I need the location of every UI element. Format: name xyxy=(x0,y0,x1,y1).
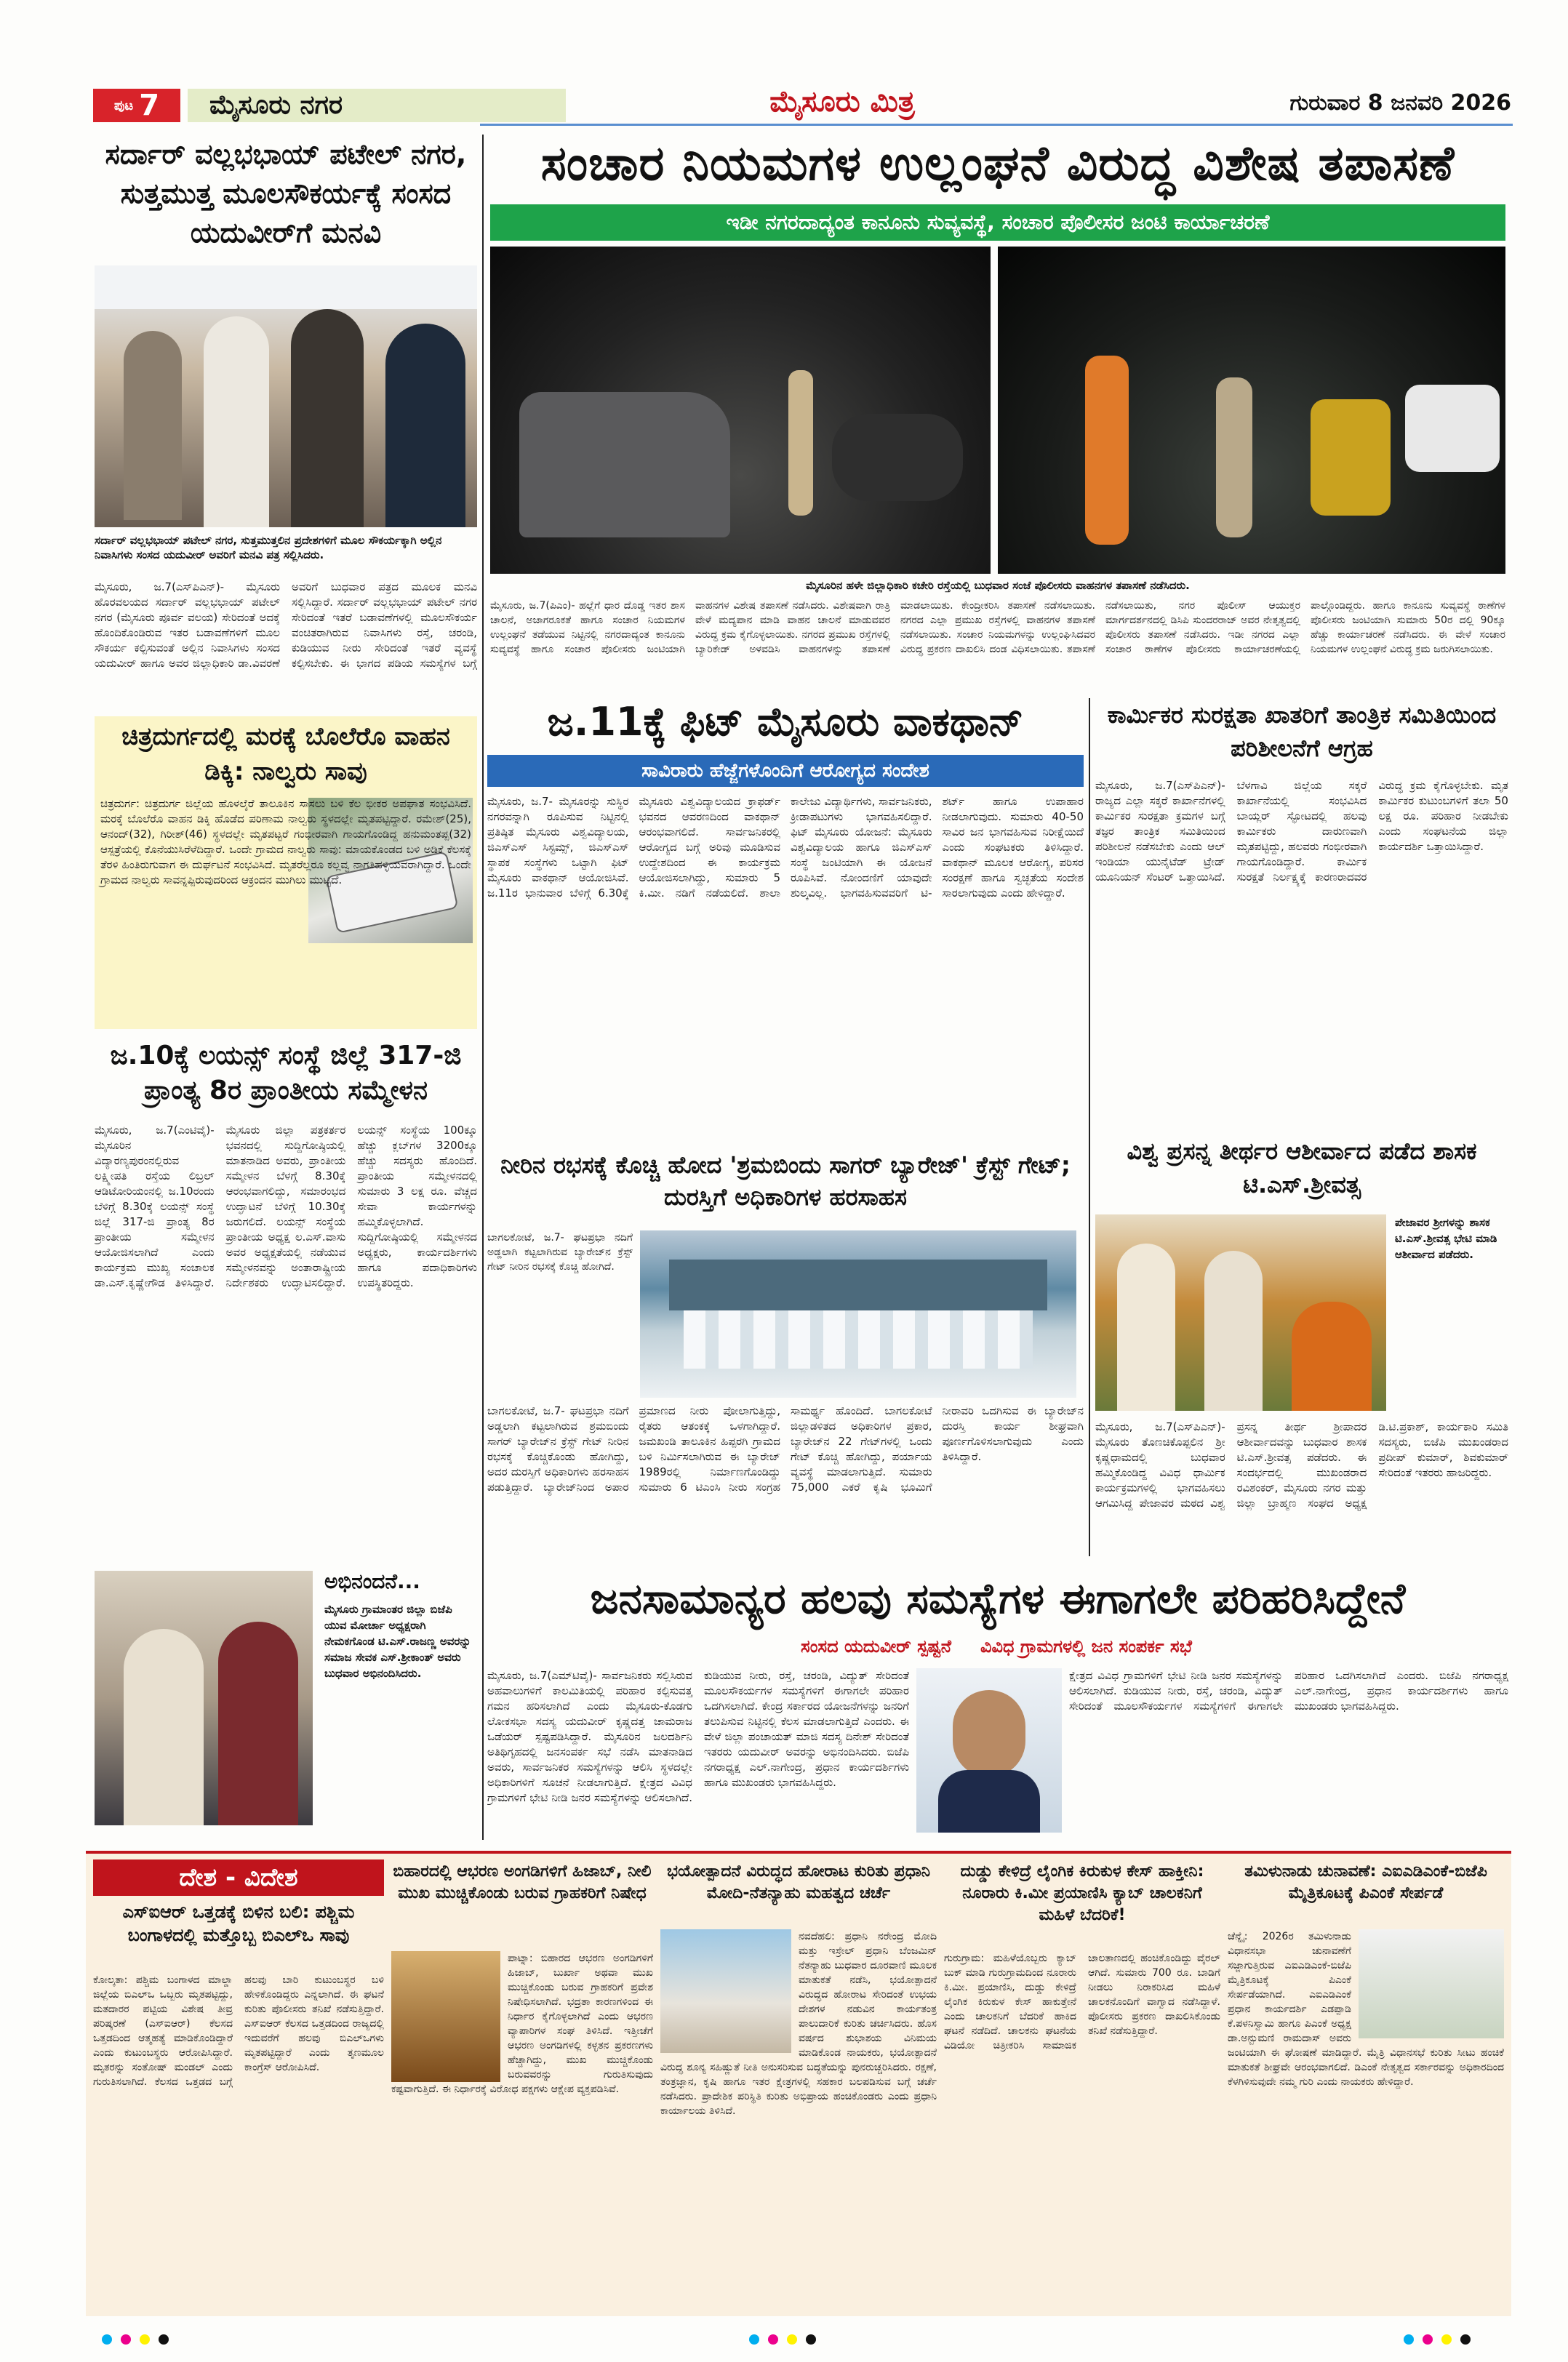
mp-story xyxy=(487,1571,1508,1840)
reg-mark-cyan-3 xyxy=(1404,2334,1414,2345)
dam-body-left: ಬಾಗಲಕೋಟೆ, ಜ.7- ಘಟಪ್ರಭಾ ನದಿಗೆ ಅಡ್ಡಲಾಗಿ ಕಟ್ಟಲಾಗಿರುವ ಬ್ಯಾರೇಜ್‌ನ ಕ್ರೆಸ್ಟ್ ಗೇಟ್ ನೀರಿನ ರಭಸಕ್ಕೆ ಕೊಚ್ಚಿ ಹೋಗಿದೆ. xyxy=(487,1232,633,1273)
left-top-photo xyxy=(95,265,477,527)
reg-mark-magenta xyxy=(121,2334,131,2345)
swamiji-body: ಮೈಸೂರು, ಜ.7(ಎಸ್‌ಪಿಎನ್)- ಮೈಸೂರು ತೊಣಚಿಕೊಪ್ಪಲಿನ ಶ್ರೀ ಕೃಷ್ಣಧಾಮದಲ್ಲಿ ಬುಧವಾರ ಹಮ್ಮಿಕೊಂಡಿದ್ದ ವಿವಿಧ ಧಾರ್ಮಿಕ ಕಾರ್ಯಕ್ರಮಗಳಲ್ಲಿ ಭಾಗವಹಿಸಲು ಆಗಮಿಸಿದ್ದ ಪೇಜಾವರ ಮಠದ ವಿಶ್ವ ಪ್ರಸನ್ನ ತೀರ್ಥ ಶ್ರೀಪಾದರ ಆಶೀರ್ವಾದವನ್ನು ಬುಧವಾರ ಶಾಸಕ ಟಿ.ಎಸ್.ಶ್ರೀವತ್ಸ ಪಡೆದರು. ಈ ಸಂದರ್ಭದಲ್ಲಿ ಮುಖಂಡರಾದ ರವಿಶಂಕರ್, ಮೈಸೂರು ನಗರ ಮತ್ತು ಜಿಲ್ಲಾ ಬ್ರಾಹ್ಮಣ ಸಂಘದ ಅಧ್ಯಕ್ಷ ಡಿ.ಟಿ.ಪ್ರಕಾಶ್, ಕಾರ್ಯಕಾರಿ ಸಮಿತಿ ಸದಸ್ಯರು, ಬಿಜೆಪಿ ಮುಖಂಡರಾದ ಪ್ರದೀಪ್ ಕುಮಾರ್, ಶಿವಕುಮಾರ್ ಸೇರಿದಂತೆ ಇತರರು ಹಾಜರಿದ್ದರು. xyxy=(1095,1420,1508,1510)
dam-headline: ನೀರಿನ ರಭಸಕ್ಕೆ ಕೊಚ್ಚಿ ಹೋದ 'ಶ್ರಮಬಿಂದು ಸಾಗರ್ ಬ್ಯಾರೇಜ್' ಕ್ರೆಸ್ಟ್ ಗೇಟ್; ದುರಸ್ತಿಗೆ ಅಧಿಕಾರಿಗಳ ಹರಸಾಹಸ xyxy=(500,1151,1071,1211)
mp-body-right: ಕ್ಷೇತ್ರದ ವಿವಿಧ ಗ್ರಾಮಗಳಿಗೆ ಭೇಟಿ ನೀಡಿ ಜನರ ಸಮಸ್ಯೆಗಳನ್ನು ಆಲಿಸಲಾಗಿದೆ. ಕುಡಿಯುವ ನೀರು, ರಸ್ತೆ, ಚರಂಡಿ, ವಿದ್ಯುತ್ ಸೇರಿದಂತೆ ಮೂಲಸೌಕರ್ಯಗಳ ಸಮಸ್ಯೆಗಳಿಗೆ ಈಗಾಗಲೇ ಪರಿಹಾರ ಒದಗಿಸಲಾಗಿದೆ ಎಂದರು. ಬಿಜೆಪಿ ನಗರಾಧ್ಯಕ್ಷ ಎಲ್.ನಾಗೇಂದ್ರ, ಪ್ರಧಾನ ಕಾರ್ಯದರ್ಶಿಗಳು ಹಾಗೂ ಮುಖಂಡರು ಭಾಗವಹಿಸಿದ್ದರು. xyxy=(1069,1669,1508,1713)
bottom-story-1 xyxy=(93,1900,384,2315)
workers-headline: ಕಾರ್ಮಿಕರ ಸುರಕ್ಷತಾ ಖಾತರಿಗೆ ತಾಂತ್ರಿಕ ಸಮಿತಿಯಿಂದ ಪರಿಶೀಲನೆಗೆ ಆಗ್ರಹ xyxy=(1107,701,1497,762)
lead-body: ಮೈಸೂರು, ಜ.7(ಪಿಎಂ)- ಹಲ್ಲೆಗೆ ಧಾರ ದೊಡ್ಡ ಇತರ ಶಾಸ ಚಾಲನೆ, ಅಜಾಗರೂಕತೆ ಹಾಗೂ ಸಂಚಾರ ನಿಯಮಗಳ ಉಲ್ಲಂಘನೆ ತಡೆಯುವ ನಿಟ್ಟಿನಲ್ಲಿ ನಗರದಾದ್ಯಂತ ಕಾನೂನು ಸುವ್ಯವಸ್ಥೆ ಹಾಗೂ ಸಂಚಾರ ಪೊಲೀಸರು ಜಂಟಿಯಾಗಿ ವಾಹನಗಳ ವಿಶೇಷ ತಪಾಸಣೆ ನಡೆಸಿದರು. ವಿಶೇಷವಾಗಿ ರಾತ್ರಿ ವೇಳೆ ಮದ್ಯಪಾನ ಮಾಡಿ ವಾಹನ ಚಾಲನೆ ಮಾಡುವವರ ವಿರುದ್ಧ ಕ್ರಮ ಕೈಗೊಳ್ಳಲಾಯಿತು. ನಗರದ ಪ್ರಮುಖ ರಸ್ತೆಗಳಲ್ಲಿ ಬ್ಯಾರಿಕೇಡ್ ಅಳವಡಿಸಿ ವಾಹನಗಳನ್ನು ತಪಾಸಣೆ ಮಾಡಲಾಯಿತು. ಕೇಂದ್ರೀಕರಿಸಿ ತಪಾಸಣೆ ನಡೆಸಲಾಯಿತು. ನಗರದ ಎಲ್ಲಾ ಪ್ರಮುಖ ರಸ್ತೆಗಳಲ್ಲಿ ವಾಹನಗಳ ತಪಾಸಣೆ ನಡೆಸಲಾಯಿತು. ಸಂಚಾರ ನಿಯಮಗಳನ್ನು ಉಲ್ಲಂಘಿಸಿದವರ ವಿರುದ್ಧ ಪ್ರಕರಣ ದಾಖಲಿಸಿ ದಂಡ ವಿಧಿಸಲಾಯಿತು. ತಪಾಸಣೆ ನಡೆಸಲಾಯಿತು, ನಗರ ಪೊಲೀಸ್ ಆಯುಕ್ತರ ಮಾರ್ಗದರ್ಶನದಲ್ಲಿ ಡಿಸಿಪಿ ಸುಂದರರಾಜ್ ಅವರ ನೇತೃತ್ವದಲ್ಲಿ ಪೊಲೀಸರು ತಪಾಸಣೆ ನಡೆಸಿದರು. ಇಡೀ ನಗರದ ಎಲ್ಲಾ ಸಂಚಾರ ಠಾಣೆಗಳ ಪೊಲೀಸರು ಕಾರ್ಯಾಚರಣೆಯಲ್ಲಿ ಪಾಲ್ಗೊಂಡಿದ್ದರು. ಹಾಗೂ ಕಾನೂನು ಸುವ್ಯವಸ್ಥೆ ಠಾಣೆಗಳ ಪೊಲೀಸರು ಜಂಟಿಯಾಗಿ ಸುಮಾರು 50ರ ದಲ್ಲಿ 90ಕ್ಕೂ ಹೆಚ್ಚು ಕಾರ್ಯಾಚರಣೆ ನಡೆಸಿದರು. ಈ ವೇಳೆ ಸಂಚಾರ ನಿಯಮಗಳ ಉಲ್ಲಂಘನೆ ವಿರುದ್ಧ ಕ್ರಮ ಜರುಗಿಸಲಾಯಿತು. xyxy=(490,600,1505,655)
page-label-text: ಪುಟ xyxy=(113,97,134,113)
walkathon-story xyxy=(487,698,1084,1134)
issue-date: ಗುರುವಾರ 8 ಜನವರಿ 2026 xyxy=(1289,90,1511,116)
felicitation-caption: ಮೈಸೂರು ಗ್ರಾಮಾಂತರ ಜಿಲ್ಲಾ ಬಿಜೆಪಿ ಯುವ ಮೋರ್ಚಾ ಅಧ್ಯಕ್ಷರಾಗಿ ನೇಮಕಗೊಂಡ ಟಿ.ಎಸ್.ರಾಜಣ್ಣ ಅವರನ್ನು ಸಮಾಜ ಸೇವಕ ಎಸ್.ಶ್ರೀಕಾಂತ್ ಅವರು ಬುಧವಾರ ಅಭಿನಂದಿಸಿದರು. xyxy=(324,1603,471,1680)
lead-caption: ಮೈಸೂರಿನ ಹಳೇ ಜಿಲ್ಲಾಧಿಕಾರಿ ಕಚೇರಿ ರಸ್ತೆಯಲ್ಲಿ ಬುಧವಾರ ಸಂಜೆ ಪೊಲೀಸರು ವಾಹನಗಳ ತಪಾಸಣೆ ನಡೆಸಿದರು. xyxy=(806,579,1190,592)
chitradurga-headline: ಚಿತ್ರದುರ್ಗದಲ್ಲಿ ಮರಕ್ಕೆ ಬೊಲೆರೊ ವಾಹನ ಡಿಕ್ಕಿ: ನಾಲ್ವರು ಸಾವು xyxy=(121,722,450,786)
reg-mark-black xyxy=(159,2334,169,2345)
walkathon-subhead: ಸಾವಿರಾರು ಹೆಜ್ಜೆಗಳೊಂದಿಗೆ ಆರೋಗ್ಯದ ಸಂದೇಶ xyxy=(641,759,929,782)
felicitation-photo xyxy=(95,1571,313,1825)
left-top-body: ಮೈಸೂರು, ಜ.7(ಎಸ್‌ಪಿಎನ್)- ಮೈಸೂರು ಹೊರವಲಯದ ಸರ್ದಾರ್ ವಲ್ಲಭಭಾಯ್ ಪಟೇಲ್ ನಗರ (ಮೈಸೂರು ಪೂರ್ವ ವಲಯ) ಸೇರಿದಂತೆ ಅದಕ್ಕೆ ಹೊಂದಿಕೊಂಡಿರುವ ಇತರ ಬಡಾವಣೆಗಳಿಗೆ ಮೂಲ ಸೌಕರ್ಯ ಕಲ್ಪಿಸುವಂತೆ ಅಲ್ಲಿನ ನಿವಾಸಿಗಳು ಸಂಸದ ಯದುವೀರ್ ಹಾಗೂ ಅವರ ಜಿಲ್ಲಾಧಿಕಾರಿ ಡಾ.ವಿವರಣೆ ಅವರಿಗೆ ಬುಧವಾರ ಪತ್ರದ ಮೂಲಕ ಮನವಿ ಸಲ್ಲಿಸಿದ್ದಾರೆ. ಸರ್ದಾರ್ ವಲ್ಲಭಭಾಯ್ ಪಟೇಲ್ ನಗರ ಸೇರಿದಂತೆ ಇತರೆ ಬಡಾವಣೆಗಳಲ್ಲಿ ಮೂಲಸೌಕರ್ಯ ವಂಚಿತರಾಗಿರುವ ನಿವಾಸಿಗಳು ರಸ್ತೆ, ಚರಂಡಿ, ಕುಡಿಯುವ ನೀರು ಸೇರಿದಂತೆ ಇತರೆ ವ್ಯವಸ್ಥೆ ಕಲ್ಪಿಸಬೇಕು. ಈ ಭಾಗದ ಪಡಿಯ ಸಮಸ್ಯೆಗಳ ಬಗ್ಗೆ xyxy=(95,580,477,670)
bottom-story-5-headline: ತಮಿಳುನಾಡು ಚುನಾವಣೆ: ಎಐಎಡಿಎಂಕೆ-ಬಿಜೆಪಿ ಮೈತ್ರಿಕೂಟಕ್ಕೆ ಪಿಎಂಕೆ ಸೇರ್ಪಡೆ xyxy=(1244,1862,1487,1902)
bottom-story-3-photo xyxy=(660,1929,791,2053)
reg-mark-magenta-2 xyxy=(768,2334,778,2345)
dam-story xyxy=(487,1149,1084,1556)
bottom-section xyxy=(86,1851,1511,2316)
section-banner xyxy=(93,1859,384,1896)
walkathon-subhead-band xyxy=(487,755,1084,787)
lions-headline: ಜ.10ಕ್ಕೆ ಲಯನ್ಸ್ ಸಂಸ್ಥೆ ಜಿಲ್ಲೆ 317-ಜಿ ಪ್ರಾಂತ್ಯ 8ರ ಪ್ರಾಂತೀಯ ಸಮ್ಮೇಳನ xyxy=(110,1041,462,1105)
left-top-caption: ಸರ್ದಾರ್ ವಲ್ಲಭಭಾಯ್ ಪಟೇಲ್ ನಗರ, ಸುತ್ತಮುತ್ತಲಿನ ಪ್ರದೇಶಗಳಿಗೆ ಮೂಲ ಸೌಕರ್ಯಕ್ಕಾಗಿ ಅಲ್ಲಿನ ನಿವಾಸಿಗಳು ಸಂಸದ ಯದುವೀರ್ ಅವರಿಗೆ ಮನವಿ ಪತ್ರ ಸಲ್ಲಿಸಿದರು. xyxy=(95,534,442,561)
mp-body: ಮೈಸೂರು, ಜ.7(ಎಮ್‌ಟಿವೈ)- ಸಾರ್ವಜನಿಕರು ಸಲ್ಲಿಸಿರುವ ಅಹವಾಲುಗಳಿಗೆ ಕಾಲಮಿತಿಯಲ್ಲಿ ಪರಿಹಾರ ಕಲ್ಪಿಸುವತ್ತ ಗಮನ ಹರಿಸಲಾಗಿದೆ ಎಂದು ಮೈಸೂರು-ಕೊಡಗು ಲೋಕಸಭಾ ಸದಸ್ಯ ಯದುವೀರ್ ಕೃಷ್ಣದತ್ತ ಚಾಮರಾಜ ಒಡೆಯರ್ ಸ್ಪಷ್ಟಪಡಿಸಿದ್ದಾರೆ. ಮೈಸೂರಿನ ಜಲದರ್ಶಿನಿ ಅತಿಥಿಗೃಹದಲ್ಲಿ ಜನಸಂಪರ್ಕ ಸಭೆ ನಡೆಸಿ ಮಾತನಾಡಿದ ಅವರು, ಸಾರ್ವಜನಿಕರ ಸಮಸ್ಯೆಗಳನ್ನು ಆಲಿಸಿ ಸ್ಥಳದಲ್ಲೇ ಅಧಿಕಾರಿಗಳಿಗೆ ಸೂಚನೆ ನೀಡಲಾಗುತ್ತಿದೆ. ಕ್ಷೇತ್ರದ ವಿವಿಧ ಗ್ರಾಮಗಳಿಗೆ ಭೇಟಿ ನೀಡಿ ಜನರ ಸಮಸ್ಯೆಗಳನ್ನು ಆಲಿಸಲಾಗಿದೆ. ಕುಡಿಯುವ ನೀರು, ರಸ್ತೆ, ಚರಂಡಿ, ವಿದ್ಯುತ್ ಸೇರಿದಂತೆ ಮೂಲಸೌಕರ್ಯಗಳ ಸಮಸ್ಯೆಗಳಿಗೆ ಈಗಾಗಲೇ ಪರಿಹಾರ ಒದಗಿಸಲಾಗಿದೆ. ಕೇಂದ್ರ ಸರ್ಕಾರದ ಯೋಜನೆಗಳನ್ನು ಜನರಿಗೆ ತಲುಪಿಸುವ ನಿಟ್ಟಿನಲ್ಲಿ ಕೆಲಸ ಮಾಡಲಾಗುತ್ತಿದೆ ಎಂದರು. ಈ ವೇಳೆ ಜಿಲ್ಲಾ ಪಂಚಾಯತ್ ಮಾಜಿ ಸದಸ್ಯ ದಿನೇಶ್ ಸೇರಿದಂತೆ ಇತರರು ಯದುವೀರ್ ಅವರನ್ನು ಅಭಿನಂದಿಸಿದರು. ಬಿಜೆಪಿ ನಗರಾಧ್ಯಕ್ಷ ಎಲ್.ನಾಗೇಂದ್ರ, ಪ್ರಧಾನ ಕಾರ್ಯದರ್ಶಿಗಳು ಹಾಗೂ ಮುಖಂಡರು ಭಾಗವಹಿಸಿದ್ದರು. xyxy=(487,1669,909,1804)
page-label xyxy=(93,89,180,122)
bottom-story-4-headline: ದುಡ್ಡು ಕೇಳಿದ್ರೆ ಲೈಂಗಿಕ ಕಿರುಕುಳ ಕೇಸ್ ಹಾಕ್ತೀನಿ: ನೂರಾರು ಕಿ.ಮೀ ಪ್ರಯಾಣಿಸಿ ಕ್ಯಾಬ್ ಚಾಲಕನಿಗೆ ಮಹಿಳೆ ಬೆದರಿಕೆ! xyxy=(960,1862,1204,1924)
lions-body: ಮೈಸೂರು, ಜ.7(ಎಂಟಿವೈ)- ಮೈಸೂರಿನ ವಿದ್ಯಾರಣ್ಯಪುರಂನಲ್ಲಿರುವ ಲಕ್ಷ್ಮೀಪತಿ ರಸ್ತೆಯ ಲಿಬ್ರಲ್ ಆಡಿಟೋರಿಯಂನಲ್ಲಿ ಜ.10ರಂದು ಬೆಳಿಗ್ಗೆ 8.30ಕ್ಕೆ ಲಯನ್ಸ್ ಸಂಸ್ಥೆ ಜಿಲ್ಲೆ 317-ಜಿ ಪ್ರಾಂತ್ಯ 8ರ ಪ್ರಾಂತೀಯ ಸಮ್ಮೇಳನ ಆಯೋಜಿಸಲಾಗಿದೆ ಎಂದು ಕಾರ್ಯಕ್ರಮ ಮುಖ್ಯ ಸಂಚಾಲಕ ಡಾ.ಎಸ್.ಕೃಷ್ಣೇಗೌಡ ತಿಳಿಸಿದ್ದಾರೆ. ಮೈಸೂರು ಜಿಲ್ಲಾ ಪತ್ರಕರ್ತರ ಭವನದಲ್ಲಿ ಸುದ್ದಿಗೋಷ್ಠಿಯಲ್ಲಿ ಮಾತನಾಡಿದ ಅವರು, ಪ್ರಾಂತೀಯ ಸಮ್ಮೇಳನ ಬೆಳಗ್ಗೆ 8.30ಕ್ಕೆ ಆರಂಭವಾಗಲಿದ್ದು, ಸಮಾರಂಭದ ಉದ್ಘಾಟನೆ ಬೆಳಿಗ್ಗೆ 10.30ಕ್ಕೆ ಜರುಗಲಿದೆ. ಲಯನ್ಸ್ ಸಂಸ್ಥೆಯ ಪ್ರಾಂತೀಯ ಅಧ್ಯಕ್ಷ ಲ.ಎಸ್.ವಾಸು ಅವರ ಅಧ್ಯಕ್ಷತೆಯಲ್ಲಿ ನಡೆಯುವ ಸಮ್ಮೇಳನವನ್ನು ಅಂತಾರಾಷ್ಟ್ರೀಯ ನಿರ್ದೇಶಕರು ಉದ್ಘಾಟಿಸಲಿದ್ದಾರೆ. ಲಯನ್ಸ್ ಸಂಸ್ಥೆಯ 100ಕ್ಕೂ ಹೆಚ್ಚು ಕ್ಲಬ್‌ಗಳ 3200ಕ್ಕೂ ಹೆಚ್ಚು ಸದಸ್ಯರು ಹೊಂದಿದೆ. ಪ್ರಾಂತೀಯ ಸಮ್ಮೇಳನದಲ್ಲಿ ಸುಮಾರು 3 ಲಕ್ಷ ರೂ. ವೆಚ್ಚದ ಸೇವಾ ಕಾರ್ಯಗಳನ್ನು ಹಮ್ಮಿಕೊಳ್ಳಲಾಗಿದೆ. ಸುದ್ದಿಗೋಷ್ಠಿಯಲ್ಲಿ ಸಮ್ಮೇಳನದ ಅಧ್ಯಕ್ಷರು, ಕಾರ್ಯದರ್ಶಿಗಳು ಹಾಗೂ ಪದಾಧಿಕಾರಿಗಳು ಉಪಸ್ಥಿತರಿದ್ದರು. xyxy=(95,1124,477,1289)
bottom-story-2-photo xyxy=(391,1951,500,2082)
swamiji-caption: ಪೇಜಾವರ ಶ್ರೀಗಳನ್ನು ಶಾಸಕ ಟಿ.ಎಸ್.ಶ್ರೀವತ್ಸ ಭೇಟಿ ಮಾಡಿ ಆಶೀರ್ವಾದ ಪಡೆದರು. xyxy=(1395,1216,1497,1261)
mp-tag-1: ಸಂಸದ ಯದುವೀರ್ ಸ್ಪಷ್ಟನೆ xyxy=(801,1636,952,1657)
left-top-story xyxy=(95,135,477,680)
mp-headline: ಜನಸಾಮಾನ್ಯರ ಹಲವು ಸಮಸ್ಯೆಗಳ ಈಗಾಗಲೇ ಪರಿಹರಿಸಿದ್ದೇನೆ xyxy=(590,1574,1406,1623)
chitradurga-story xyxy=(95,716,477,1029)
masthead-rule xyxy=(480,124,1513,126)
bottom-story-1-body: ಕೋಲ್ಕತಾ: ಪಶ್ಚಿಮ ಬಂಗಾಳದ ಮಾಲ್ಡಾ ಜಿಲ್ಲೆಯ ಬಿಎಲ್‌ಒ ಒಬ್ಬರು ಮೃತಪಟ್ಟಿದ್ದು, ಮತದಾರರ ಪಟ್ಟಿಯ ವಿಶೇಷ ತೀವ್ರ ಪರಿಷ್ಕರಣೆ (ಎಸ್‌ಐಆರ್) ಕೆಲಸದ ಒತ್ತಡದಿಂದ ಆತ್ಮಹತ್ಯೆ ಮಾಡಿಕೊಂಡಿದ್ದಾರೆ ಎಂದು ಕುಟುಂಬಸ್ಥರು ಆರೋಪಿಸಿದ್ದಾರೆ. ಮೃತರನ್ನು ಸಂತೋಷ್ ಮಂಡಲ್ ಎಂದು ಗುರುತಿಸಲಾಗಿದೆ. ಕೆಲಸದ ಒತ್ತಡದ ಬಗ್ಗೆ ಹಲವು ಬಾರಿ ಕುಟುಂಬಸ್ಥರ ಬಳಿ ಹೇಳಿಕೊಂಡಿದ್ದರು ಎನ್ನಲಾಗಿದೆ. ಈ ಘಟನೆ ಕುರಿತು ಪೊಲೀಸರು ತನಿಖೆ ನಡೆಸುತ್ತಿದ್ದಾರೆ. ಎಸ್‌ಐಆರ್ ಕೆಲಸದ ಒತ್ತಡದಿಂದ ರಾಜ್ಯದಲ್ಲಿ ಇದುವರೆಗೆ ಹಲವು ಬಿಎಲ್‌ಒಗಳು ಮೃತಪಟ್ಟಿದ್ದಾರೆ ಎಂದು ತೃಣಮೂಲ ಕಾಂಗ್ರೆಸ್ ಆರೋಪಿಸಿದೆ. xyxy=(93,1974,384,2088)
bottom-story-4 xyxy=(944,1861,1220,2315)
bottom-story-3 xyxy=(660,1861,937,2315)
reg-mark-yellow-3 xyxy=(1441,2334,1452,2345)
section-name-text: ಮೈಸೂರು ನಗರ xyxy=(209,90,343,120)
swamiji-story xyxy=(1095,1134,1508,1556)
bottom-story-2-body: ಪಾಟ್ನಾ: ಬಿಹಾರದ ಆಭರಣ ಅಂಗಡಿಗಳಿಗೆ ಹಿಜಾಬ್, ಬುರ್ಖಾ ಅಥವಾ ಮುಖ ಮುಚ್ಚಿಕೊಂಡು ಬರುವ ಗ್ರಾಹಕರಿಗೆ ಪ್ರವೇಶ ನಿಷೇಧಿಸಲಾಗಿದೆ. ಭದ್ರತಾ ಕಾರಣಗಳಿಂದ ಈ ನಿರ್ಧಾರ ಕೈಗೊಳ್ಳಲಾಗಿದೆ ಎಂದು ಆಭರಣ ವ್ಯಾಪಾರಿಗಳ ಸಂಘ ತಿಳಿಸಿದೆ. ಇತ್ತೀಚೆಗೆ ಆಭರಣ ಅಂಗಡಿಗಳಲ್ಲಿ ಕಳ್ಳತನ ಪ್ರಕರಣಗಳು ಹೆಚ್ಚಾಗಿದ್ದು, ಮುಖ ಮುಚ್ಚಿಕೊಂಡು ಬರುವವರನ್ನು ಗುರುತಿಸುವುದು ಕಷ್ಟವಾಗುತ್ತಿದೆ. ಈ ನಿರ್ಧಾರಕ್ಕೆ ವಿರೋಧ ಪಕ್ಷಗಳು ಆಕ್ಷೇಪ ವ್ಯಕ್ತಪಡಿಸಿವೆ. xyxy=(391,1953,653,2095)
reg-mark-magenta-3 xyxy=(1423,2334,1433,2345)
bottom-story-5-body: ಚೆನ್ನೈ: 2026ರ ತಮಿಳುನಾಡು ವಿಧಾನಸಭಾ ಚುನಾವಣೆಗೆ ಸಜ್ಜಾಗುತ್ತಿರುವ ಎಐಎಡಿಎಂಕೆ-ಬಿಜೆಪಿ ಮೈತ್ರಿಕೂಟಕ್ಕೆ ಪಿಎಂಕೆ ಸೇರ್ಪಡೆಯಾಗಿದೆ. ಎಐಎಡಿಎಂಕೆ ಪ್ರಧಾನ ಕಾರ್ಯದರ್ಶಿ ಎಡಪ್ಪಾಡಿ ಕೆ.ಪಳನಿಸ್ವಾಮಿ ಹಾಗೂ ಪಿಎಂಕೆ ಅಧ್ಯಕ್ಷ ಡಾ.ಅನ್ಬುಮಣಿ ರಾಮದಾಸ್ ಅವರು ಜಂಟಿಯಾಗಿ ಈ ಘೋಷಣೆ ಮಾಡಿದ್ದಾರೆ. ಮೈತ್ರಿ ವಿಧಾನಸಭೆ ಕುರಿತು ಸೀಟು ಹಂಚಿಕೆ ಮಾತುಕತೆ ಶೀಘ್ರವೇ ಆರಂಭವಾಗಲಿದೆ. ಡಿಎಂಕೆ ನೇತೃತ್ವದ ಸರ್ಕಾರವನ್ನು ಅಧಿಕಾರದಿಂದ ಕೆಳಗಿಳಿಸುವುದೇ ನಮ್ಮ ಗುರಿ ಎಂದು ನಾಯಕರು ಹೇಳಿದ್ದಾರೆ. xyxy=(1228,1931,1504,2088)
reg-mark-black-2 xyxy=(806,2334,816,2345)
felicitation-title: ಅಭಿನಂದನೆ... xyxy=(324,1569,420,1593)
bottom-story-2 xyxy=(391,1861,653,2315)
page-number: 7 xyxy=(139,89,160,122)
bottom-story-4-body: ಗುರುಗ್ರಾಮ: ಮಹಿಳೆಯೊಬ್ಬರು ಕ್ಯಾಬ್ ಬುಕ್ ಮಾಡಿ ಗುರುಗ್ರಾಮದಿಂದ ನೂರಾರು ಕಿ.ಮೀ. ಪ್ರಯಾಣಿಸಿ, ದುಡ್ಡು ಕೇಳಿದ್ರೆ ಲೈಂಗಿಕ ಕಿರುಕುಳ ಕೇಸ್ ಹಾಕುತ್ತೇನೆ ಎಂದು ಚಾಲಕನಿಗೆ ಬೆದರಿಕೆ ಹಾಕಿದ ಘಟನೆ ನಡೆದಿದೆ. ಚಾಲಕನು ಘಟನೆಯ ವಿಡಿಯೋ ಚಿತ್ರೀಕರಿಸಿ ಸಾಮಾಜಿಕ ಜಾಲತಾಣದಲ್ಲಿ ಹಂಚಿಕೊಂಡಿದ್ದು ವೈರಲ್ ಆಗಿದೆ. ಸುಮಾರು 700 ರೂ. ಬಾಡಿಗೆ ನೀಡಲು ನಿರಾಕರಿಸಿದ ಮಹಿಳೆ ಚಾಲಕನೊಂದಿಗೆ ವಾಗ್ವಾದ ನಡೆಸಿದ್ದಾಳೆ. ಪೊಲೀಸರು ಪ್ರಕರಣ ದಾಖಲಿಸಿಕೊಂಡು ತನಿಖೆ ನಡೆಸುತ್ತಿದ್ದಾರೆ. xyxy=(944,1953,1220,2051)
left-top-headline: ಸರ್ದಾರ್ ವಲ್ಲಭಭಾಯ್ ಪಟೇಲ್ ನಗರ, ಸುತ್ತಮುತ್ತ ಮೂಲಸೌಕರ್ಯಕ್ಕೆ ಸಂಸದ ಯದುವೀರ್‌ಗೆ ಮನವಿ xyxy=(105,138,467,249)
lead-subhead-band xyxy=(490,204,1505,241)
bottom-story-2-headline: ಬಿಹಾರದಲ್ಲಿ ಆಭರಣ ಅಂಗಡಿಗಳಿಗೆ ಹಿಜಾಬ್, ನೀಲಿ ಮುಖ ಮುಚ್ಚಿಕೊಂಡು ಬರುವ ಗ್ರಾಹಕರಿಗೆ ನಿಷೇಧ xyxy=(393,1862,652,1902)
workers-story xyxy=(1095,698,1508,1120)
bottom-story-5 xyxy=(1228,1861,1504,2315)
reg-mark-cyan-2 xyxy=(749,2334,759,2345)
bottom-story-3-headline: ಭಯೋತ್ಪಾದನೆ ವಿರುದ್ಧದ ಹೋರಾಟ ಕುರಿತು ಪ್ರಧಾನಿ ಮೋದಿ-ನೆತನ್ಯಾಹು ಮಹತ್ವದ ಚರ್ಚೆ xyxy=(667,1862,930,1902)
felicitation-story xyxy=(95,1564,477,1833)
swamiji-photo xyxy=(1095,1214,1386,1411)
reg-mark-yellow-2 xyxy=(787,2334,797,2345)
section-name xyxy=(188,89,566,122)
paper-logo: ಮೈಸೂರು ಮಿತ್ರ xyxy=(769,84,915,119)
bottom-story-3-body: ನವದೆಹಲಿ: ಪ್ರಧಾನಿ ನರೇಂದ್ರ ಮೋದಿ ಮತ್ತು ಇಸ್ರೇಲ್ ಪ್ರಧಾನಿ ಬೆಂಜಮಿನ್ ನೆತನ್ಯಾಹು ಬುಧವಾರ ದೂರವಾಣಿ ಮೂಲಕ ಮಾತುಕತೆ ನಡೆಸಿ, ಭಯೋತ್ಪಾದನೆ ವಿರುದ್ಧದ ಹೋರಾಟ ಸೇರಿದಂತೆ ಉಭಯ ದೇಶಗಳ ನಡುವಿನ ಕಾರ್ಯತಂತ್ರ ಪಾಲುದಾರಿಕೆ ಕುರಿತು ಚರ್ಚಿಸಿದರು. ಹೊಸ ವರ್ಷದ ಶುಭಾಶಯ ವಿನಿಮಯ ಮಾಡಿಕೊಂಡ ನಾಯಕರು, ಭಯೋತ್ಪಾದನೆ ವಿರುದ್ಧ ಶೂನ್ಯ ಸಹಿಷ್ಣುತೆ ನೀತಿ ಅನುಸರಿಸುವ ಬದ್ಧತೆಯನ್ನು ಪುನರುಚ್ಚರಿಸಿದರು. ರಕ್ಷಣೆ, ತಂತ್ರಜ್ಞಾನ, ಕೃಷಿ ಹಾಗೂ ಇತರ ಕ್ಷೇತ್ರಗಳಲ್ಲಿ ಸಹಕಾರ ಬಲಪಡಿಸುವ ಬಗ್ಗೆ ಚರ್ಚೆ ನಡೆಸಿದರು. ಪ್ರಾದೇಶಿಕ ಪರಿಸ್ಥಿತಿ ಕುರಿತು ಅಭಿಪ್ರಾಯ ಹಂಚಿಕೊಂಡರು ಎಂದು ಪ್ರಧಾನಿ ಕಾರ್ಯಾಲಯ ತಿಳಿಸಿದೆ. xyxy=(660,1931,937,2117)
lead-headline: ಸಂಚಾರ ನಿಯಮಗಳ ಉಲ್ಲಂಘನೆ ವಿರುದ್ಧ ವಿಶೇಷ ತಪಾಸಣೆ xyxy=(540,135,1455,191)
mp-tags xyxy=(705,1636,1287,1661)
lead-story xyxy=(487,135,1508,673)
bottom-story-5-photo xyxy=(1359,1929,1504,2038)
masthead xyxy=(86,81,1511,125)
column-rule-2 xyxy=(1089,698,1090,1556)
section-banner-text: ದೇಶ - ವಿದೇಶ xyxy=(179,1863,298,1892)
bottom-story-1-headline: ಎಸ್‌ಐಆರ್ ಒತ್ತಡಕ್ಕೆ ಬಿಳಿನ ಬಲಿ: ಪಶ್ಚಿಮ ಬಂಗಾಳದಲ್ಲಿ ಮತ್ತೊಬ್ಬ ಬಿಎಲ್‌ಒ ಸಾವು xyxy=(122,1902,355,1945)
reg-mark-black-3 xyxy=(1460,2334,1471,2345)
mp-photo xyxy=(916,1668,1062,1833)
column-rule-1 xyxy=(482,135,484,1840)
walkathon-headline: ಜ.11ಕ್ಕೆ ಫಿಟ್ ಮೈಸೂರು ವಾಕಥಾನ್ xyxy=(547,699,1024,745)
dam-body: ಬಾಗಲಕೋಟೆ, ಜ.7- ಘಟಪ್ರಭಾ ನದಿಗೆ ಅಡ್ಡಲಾಗಿ ಕಟ್ಟಲಾಗಿರುವ ಶ್ರಮಬಿಂದು ಸಾಗರ್ ಬ್ಯಾರೇಜ್‌ನ ಕ್ರೆಸ್ಟ್ ಗೇಟ್ ನೀರಿನ ರಭಸಕ್ಕೆ ಕೊಚ್ಚಿಕೊಂಡು ಹೋಗಿದ್ದು, ಅದರ ದುರಸ್ತಿಗೆ ಅಧಿಕಾರಿಗಳು ಹರಸಾಹಸ ಪಡುತ್ತಿದ್ದಾರೆ. ಬ್ಯಾರೇಜ್‌ನಿಂದ ಅಪಾರ ಪ್ರಮಾಣದ ನೀರು ಪೋಲಾಗುತ್ತಿದ್ದು, ರೈತರು ಆತಂಕಕ್ಕೆ ಒಳಗಾಗಿದ್ದಾರೆ. ಜಮಖಂಡಿ ತಾಲೂಕಿನ ಹಿಪ್ಪರಗಿ ಗ್ರಾಮದ ಬಳಿ ನಿರ್ಮಿಸಲಾಗಿರುವ ಈ ಬ್ಯಾರೇಜ್ 1989ರಲ್ಲಿ ನಿರ್ಮಾಣಗೊಂಡಿದ್ದು ಸುಮಾರು 6 ಟಿಎಂಸಿ ನೀರು ಸಂಗ್ರಹ ಸಾಮರ್ಥ್ಯ ಹೊಂದಿದೆ. ಬಾಗಲಕೋಟೆ ಜಿಲ್ಲಾಡಳಿತದ ಅಧಿಕಾರಿಗಳ ಪ್ರಕಾರ, ಬ್ಯಾರೇಜ್‌ನ 22 ಗೇಟ್‌ಗಳಲ್ಲಿ ಒಂದು ಗೇಟ್ ಕೊಚ್ಚಿ ಹೋಗಿದ್ದು, ಪರ್ಯಾಯ ವ್ಯವಸ್ಥೆ ಮಾಡಲಾಗುತ್ತಿದೆ. ಸುಮಾರು 75,000 ಎಕರೆ ಕೃಷಿ ಭೂಮಿಗೆ ನೀರಾವರಿ ಒದಗಿಸುವ ಈ ಬ್ಯಾರೇಜ್‌ನ ದುರಸ್ತಿ ಕಾರ್ಯ ಶೀಘ್ರವಾಗಿ ಪೂರ್ಣಗೊಳಿಸಲಾಗುವುದು ಎಂದು ತಿಳಿಸಿದ್ದಾರೆ. xyxy=(487,1404,1084,1494)
reg-mark-yellow xyxy=(140,2334,150,2345)
walkathon-body: ಮೈಸೂರು, ಜ.7- ಮೈಸೂರನ್ನು ಸುಸ್ಥಿರ ನಗರವನ್ನಾಗಿ ರೂಪಿಸುವ ನಿಟ್ಟಿನಲ್ಲಿ ಪ್ರತಿಷ್ಠಿತ ಮೈಸೂರು ವಿಶ್ವವಿದ್ಯಾಲಯ, ಜಿಎಸ್ಎಸ್ ಸಿಸ್ಟಮ್ಸ್, ಜಿಎಸ್ಎಸ್ ಸ್ಥಾಪಕ ಸಂಸ್ಥೆಗಳು ಒಟ್ಟಾಗಿ ಫಿಟ್ ಮೈಸೂರು ವಾಕಥಾನ್ ಆಯೋಜಿಸಿವೆ. ಜ.11ರ ಭಾನುವಾರ ಬೆಳಿಗ್ಗೆ 6.30ಕ್ಕೆ ಮೈಸೂರು ವಿಶ್ವವಿದ್ಯಾಲಯದ ಕ್ರಾಫರ್ಡ್ ಭವನದ ಆವರಣದಿಂದ ವಾಕಥಾನ್ ಆರಂಭವಾಗಲಿದೆ. ಸಾರ್ವಜನಿಕರಲ್ಲಿ ಆರೋಗ್ಯದ ಬಗ್ಗೆ ಅರಿವು ಮೂಡಿಸುವ ಉದ್ದೇಶದಿಂದ ಈ ಕಾರ್ಯಕ್ರಮ ಆಯೋಜಿಸಲಾಗಿದ್ದು, ಸುಮಾರು 5 ಕಿ.ಮೀ. ನಡಿಗೆ ನಡೆಯಲಿದೆ. ಶಾಲಾ ಕಾಲೇಜು ವಿದ್ಯಾರ್ಥಿಗಳು, ಸಾರ್ವಜನಿಕರು, ಕ್ರೀಡಾಪಟುಗಳು ಭಾಗವಹಿಸಲಿದ್ದಾರೆ. ಫಿಟ್ ಮೈಸೂರು ಯೋಜನೆ: ಮೈಸೂರು ವಿಶ್ವವಿದ್ಯಾಲಯ ಹಾಗೂ ಜಿಎಸ್ಎಸ್ ಸಂಸ್ಥೆ ಜಂಟಿಯಾಗಿ ಈ ಯೋಜನೆ ರೂಪಿಸಿವೆ. ನೋಂದಣಿಗೆ ಯಾವುದೇ ಶುಲ್ಕವಿಲ್ಲ. ಭಾಗವಹಿಸುವವರಿಗೆ ಟಿ-ಶರ್ಟ್ ಹಾಗೂ ಉಪಾಹಾರ ನೀಡಲಾಗುವುದು. ಸುಮಾರು 40-50 ಸಾವಿರ ಜನ ಭಾಗವಹಿಸುವ ನಿರೀಕ್ಷೆಯಿದೆ ಎಂದು ಸಂಘಟಕರು ತಿಳಿಸಿದ್ದಾರೆ. ವಾಕಥಾನ್ ಮೂಲಕ ಆರೋಗ್ಯ, ಪರಿಸರ ಸಂರಕ್ಷಣೆ ಹಾಗೂ ಸ್ವಚ್ಛತೆಯ ಸಂದೇಶ ಸಾರಲಾಗುವುದು ಎಂದು ಹೇಳಿದ್ದಾರೆ. xyxy=(487,795,1084,900)
reg-mark-cyan xyxy=(102,2334,112,2345)
lead-subhead: ಇಡೀ ನಗರದಾದ್ಯಂತ ಕಾನೂನು ಸುವ್ಯವಸ್ಥೆ, ಸಂಚಾರ ಪೊಲೀಸರ ಜಂಟಿ ಕಾರ್ಯಾಚರಣೆ xyxy=(726,210,1270,234)
lions-story xyxy=(95,1038,477,1548)
lead-photo-left xyxy=(490,247,991,574)
workers-body: ಮೈಸೂರು, ಜ.7(ಎಸ್‌ಪಿಎನ್)- ರಾಜ್ಯದ ಎಲ್ಲಾ ಸಕ್ಕರೆ ಕಾರ್ಖಾನೆಗಳಲ್ಲಿ ಕಾರ್ಮಿಕರ ಸುರಕ್ಷತಾ ಕ್ರಮಗಳ ಬಗ್ಗೆ ತಜ್ಞರ ತಾಂತ್ರಿಕ ಸಮಿತಿಯಿಂದ ಪರಿಶೀಲನೆ ನಡೆಸಬೇಕು ಎಂದು ಆಲ್ ಇಂಡಿಯಾ ಯುನೈಟೆಡ್ ಟ್ರೇಡ್ ಯೂನಿಯನ್ ಸೆಂಟರ್ ಒತ್ತಾಯಿಸಿದೆ. ಬೆಳಗಾವಿ ಜಿಲ್ಲೆಯ ಸಕ್ಕರೆ ಕಾರ್ಖಾನೆಯಲ್ಲಿ ಸಂಭವಿಸಿದ ಬಾಯ್ಲರ್ ಸ್ಫೋಟದಲ್ಲಿ ಹಲವು ಕಾರ್ಮಿಕರು ದಾರುಣವಾಗಿ ಮೃತಪಟ್ಟಿದ್ದು, ಹಲವರು ಗಂಭೀರವಾಗಿ ಗಾಯಗೊಂಡಿದ್ದಾರೆ. ಕಾರ್ಮಿಕ ಸುರಕ್ಷತೆ ನಿರ್ಲಕ್ಷ್ಯಕ್ಕೆ ಕಾರಣರಾದವರ ವಿರುದ್ಧ ಕ್ರಮ ಕೈಗೊಳ್ಳಬೇಕು. ಮೃತ ಕಾರ್ಮಿಕರ ಕುಟುಂಬಗಳಿಗೆ ತಲಾ 50 ಲಕ್ಷ ರೂ. ಪರಿಹಾರ ನೀಡಬೇಕು ಎಂದು ಸಂಘಟನೆಯ ಜಿಲ್ಲಾ ಕಾರ್ಯದರ್ಶಿ ಒತ್ತಾಯಿಸಿದ್ದಾರೆ. xyxy=(1095,779,1508,884)
dam-photo xyxy=(640,1230,1076,1398)
mp-tag-2: ವಿವಿಧ ಗ್ರಾಮಗಳಲ್ಲಿ ಜನ ಸಂಪರ್ಕ ಸಭೆ xyxy=(980,1636,1192,1657)
lead-photo-right xyxy=(998,247,1505,574)
chitradurga-body: ಚಿತ್ರದುರ್ಗ: ಚಿತ್ರದುರ್ಗ ಜಿಲ್ಲೆಯ ಹೊಳಲ್ಕೆರೆ ತಾಲೂಕಿನ ಸಾಸಲು ಬಳಿ ಕೆಲ ಭೀಕರ ಅಪಘಾತ ಸಂಭವಿಸಿದೆ. ಮರಕ್ಕೆ ಬೊಲೆರೊ ವಾಹನ ಡಿಕ್ಕಿ ಹೊಡೆದ ಪರಿಣಾಮ ನಾಲ್ವರು ಸ್ಥಳದಲ್ಲೇ ಮೃತಪಟ್ಟಿದ್ದಾರೆ. ರಮೇಶ್(25), ಆನಂದ್(32), ಗಿರೀಶ್(46) ಸ್ಥಳದಲ್ಲೇ ಮೃತಪಟ್ಟರೆ ಗಂಭೀರವಾಗಿ ಗಾಯಗೊಂಡಿದ್ದ ಹನುಮಂತಪ್ಪ(32) ಆಸ್ಪತ್ರೆಯಲ್ಲಿ ಕೊನೆಯುಸಿರೆಳೆದಿದ್ದಾರೆ. ಒಂದೇ ಗ್ರಾಮದ ನಾಲ್ವರು ಸಾವು: ಮಾಯಕೊಂಡದ ಬಳಿ ಅಡಿಕೆ ಕೆಲಸಕ್ಕೆ ತೆರಳಿ ಹಿಂತಿರುಗುವಾಗ ಈ ದುರ್ಘಟನೆ ಸಂಭವಿಸಿದೆ. ಮೃತರೆಲ್ಲರೂ ಕಲ್ಲವ್ವ ನಾಗತಿಹಳ್ಳಿಯವರಾಗಿದ್ದಾರೆ. ಒಂದೇ ಗ್ರಾಮದ ನಾಲ್ವರು ಸಾವನ್ನಪ್ಪಿರುವುದರಿಂದ ಆಕ್ರಂದನ ಮುಗಿಲು ಮುಟ್ಟಿದೆ. xyxy=(100,797,471,886)
swamiji-headline: ವಿಶ್ವ ಪ್ರಸನ್ನ ತೀರ್ಥರ ಆಶೀರ್ವಾದ ಪಡೆದ ಶಾಸಕ ಟಿ.ಎಸ್.ಶ್ರೀವತ್ಸ xyxy=(1127,1137,1477,1198)
